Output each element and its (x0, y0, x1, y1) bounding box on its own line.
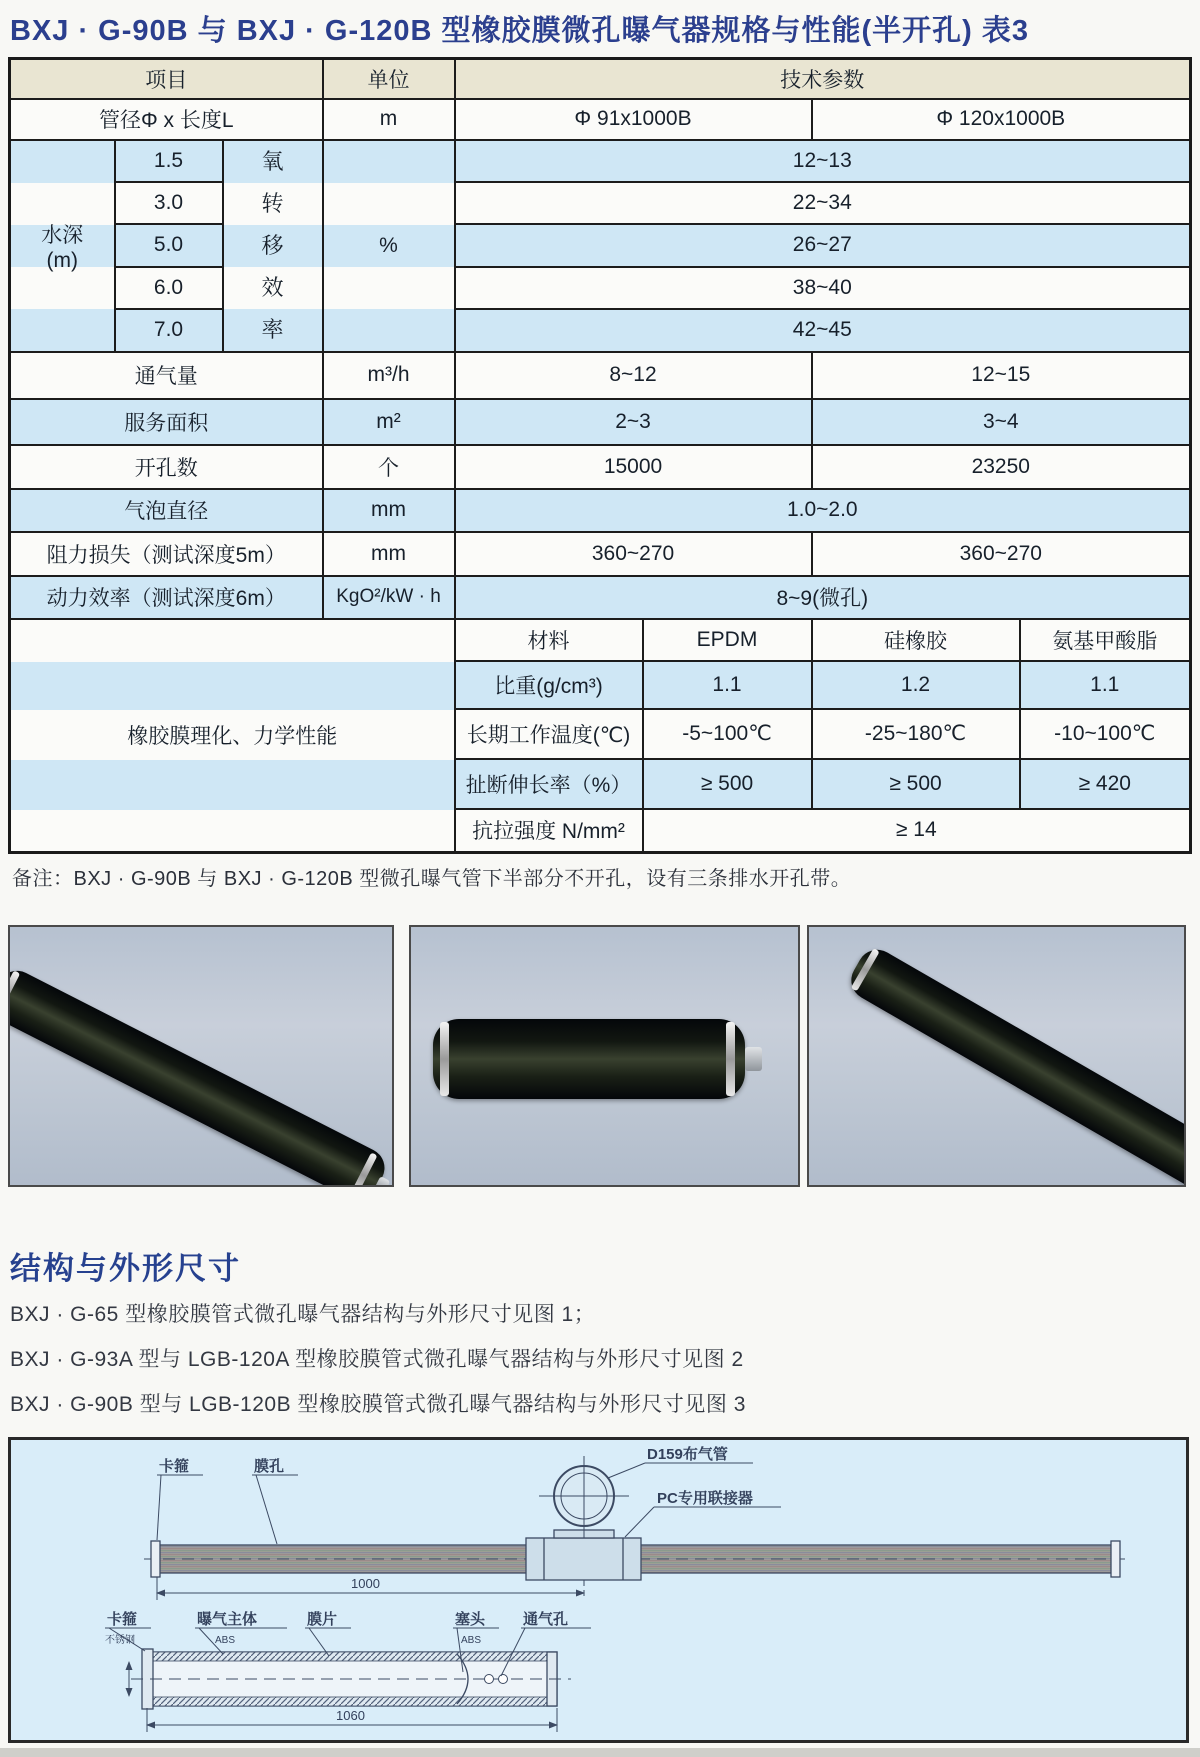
table-row (10, 182, 1191, 224)
membrane-label: 膜片 (307, 1611, 338, 1628)
connector-label: PC专用联接器 (657, 1490, 753, 1507)
property-value: 1.2 (812, 661, 1020, 709)
row-value: 12~15 (812, 352, 1191, 399)
property-label: 抗拉强度 N/mm² (455, 809, 643, 853)
material-name: 氨基甲酸脂 (1020, 619, 1191, 661)
property-value: 1.1 (643, 661, 812, 709)
material-header: 材料 (455, 619, 643, 661)
efficiency-value: 38~40 (455, 267, 1191, 309)
air-pipe-label: D159布气管 (647, 1446, 728, 1463)
aerator-tube-image (8, 964, 391, 1187)
table-row (10, 99, 1191, 140)
plug-label: 塞头 (455, 1611, 486, 1628)
property-value: ≥ 420 (1020, 759, 1191, 809)
efficiency-value: 26~27 (455, 224, 1191, 266)
depth-value: 6.0 (115, 267, 223, 309)
model1: Φ 91x1000B (455, 99, 812, 140)
plug-material-label: ABS (461, 1635, 482, 1646)
row-value: 8~9(微孔) (455, 576, 1191, 619)
section-line: BXJ · G-93A 型与 LGB-120A 型橡胶膜管式微孔曝气器结构与外形尺寸见图 2 (10, 1348, 744, 1371)
property-value: ≥ 14 (643, 809, 1191, 853)
row-value: 1.0~2.0 (455, 489, 1191, 532)
efficiency-value: 42~45 (455, 309, 1191, 351)
depth-value: 1.5 (115, 140, 223, 182)
table-row (10, 309, 1191, 351)
aerator-tube-image (844, 942, 1186, 1187)
section-heading: 结构与外形尺寸 (10, 1251, 241, 1286)
page-edge-shadow (0, 1748, 1200, 1757)
property-value: ≥ 500 (643, 759, 812, 809)
material-section-label: 橡胶膜理化、力学性能 (10, 619, 455, 853)
property-label: 比重(g/cm³) (455, 661, 643, 709)
row-value: 2~3 (455, 399, 812, 445)
section-line: BXJ · G-65 型橡胶膜管式微孔曝气器结构与外形尺寸见图 1； (10, 1303, 596, 1326)
row-label: 阻力损失（测试深度5m） (10, 532, 323, 576)
property-value: ≥ 500 (812, 759, 1020, 809)
table-row (10, 619, 1191, 661)
dimension-1060: 1060 (336, 1708, 365, 1723)
clamp-material-label: 不锈钢 (105, 1635, 135, 1646)
structure-diagram (8, 1437, 1189, 1743)
table-row (10, 489, 1191, 532)
row-value: 360~270 (455, 532, 812, 576)
aerator-tube-image (433, 1019, 745, 1099)
row-unit: m² (323, 399, 455, 445)
efficiency-value: 22~34 (455, 182, 1191, 224)
page-title: BXJ · G-90B 与 BXJ · G-120B 型橡胶膜微孔曝气器规格与性能(半开孔) 表3 (10, 15, 1029, 47)
efficiency-value: 12~13 (455, 140, 1191, 182)
row-unit: m³/h (323, 352, 455, 399)
row-unit: mm (323, 489, 455, 532)
depth-value: 3.0 (115, 182, 223, 224)
property-label: 扯断伸长率（%） (455, 759, 643, 809)
table-row (10, 445, 1191, 489)
table-row (10, 140, 1191, 182)
property-value: -5~100℃ (643, 709, 812, 759)
section-text (10, 1292, 1190, 1427)
membrane-hole-label: 膜孔 (254, 1458, 285, 1475)
row-label: 气泡直径 (10, 489, 323, 532)
row-value: 23250 (812, 445, 1191, 489)
depth-label: 水深 (m) (10, 140, 115, 352)
clamp-label: 卡箍 (159, 1458, 190, 1475)
top-drawing (144, 1456, 1125, 1600)
header-item: 项目 (10, 59, 323, 99)
clamp-label: 卡箍 (107, 1611, 138, 1628)
depth-unit: % (323, 140, 455, 352)
diameter-label: 管径Φ x 长度L (10, 99, 323, 140)
table-row (10, 532, 1191, 576)
product-photo-2 (409, 925, 800, 1187)
row-label: 开孔数 (10, 445, 323, 489)
model2: Φ 120x1000B (812, 99, 1191, 140)
section-line: BXJ · G-90B 型与 LGB-120B 型橡胶膜管式微孔曝气器结构与外形尺寸见图 3 (10, 1393, 746, 1416)
table-row (10, 224, 1191, 266)
row-value: 3~4 (812, 399, 1191, 445)
row-unit: 个 (323, 445, 455, 489)
table-note: 备注：BXJ · G-90B 与 BXJ · G-120B 型微孔曝气管下半部分不开孔，设有三条排水开孔带。 (12, 868, 852, 890)
property-value: -10~100℃ (1020, 709, 1191, 759)
oxygen-transfer-vertical-label: 氧 转 移 效 率 (223, 140, 323, 352)
spec-table (8, 57, 1192, 854)
body-label: 曝气主体 (197, 1611, 258, 1628)
property-value: -25~180℃ (812, 709, 1020, 759)
table-row (10, 399, 1191, 445)
dimension-1000: 1000 (351, 1576, 380, 1591)
row-value: 15000 (455, 445, 812, 489)
row-label: 动力效率（测试深度6m） (10, 576, 323, 619)
row-unit: mm (323, 532, 455, 576)
depth-value: 7.0 (115, 309, 223, 351)
material-name: 硅橡胶 (812, 619, 1020, 661)
product-photo-1 (8, 925, 394, 1187)
table-row (10, 576, 1191, 619)
row-label: 通气量 (10, 352, 323, 399)
row-value: 8~12 (455, 352, 812, 399)
row-label: 服务面积 (10, 399, 323, 445)
diameter-unit: m (323, 99, 455, 140)
material-name: EPDM (643, 619, 812, 661)
table-row (10, 352, 1191, 399)
row-value: 360~270 (812, 532, 1191, 576)
header-params: 技术参数 (455, 59, 1191, 99)
row-unit: KgO²/kW · h (323, 576, 455, 619)
product-photo-3 (807, 925, 1186, 1187)
property-label: 长期工作温度(℃) (455, 709, 643, 759)
table-header-row (10, 59, 1191, 99)
vent-hole-label: 通气孔 (523, 1611, 569, 1628)
header-unit: 单位 (323, 59, 455, 99)
depth-value: 5.0 (115, 224, 223, 266)
body-material-label: ABS (215, 1635, 236, 1646)
table-row (10, 267, 1191, 309)
property-value: 1.1 (1020, 661, 1191, 709)
